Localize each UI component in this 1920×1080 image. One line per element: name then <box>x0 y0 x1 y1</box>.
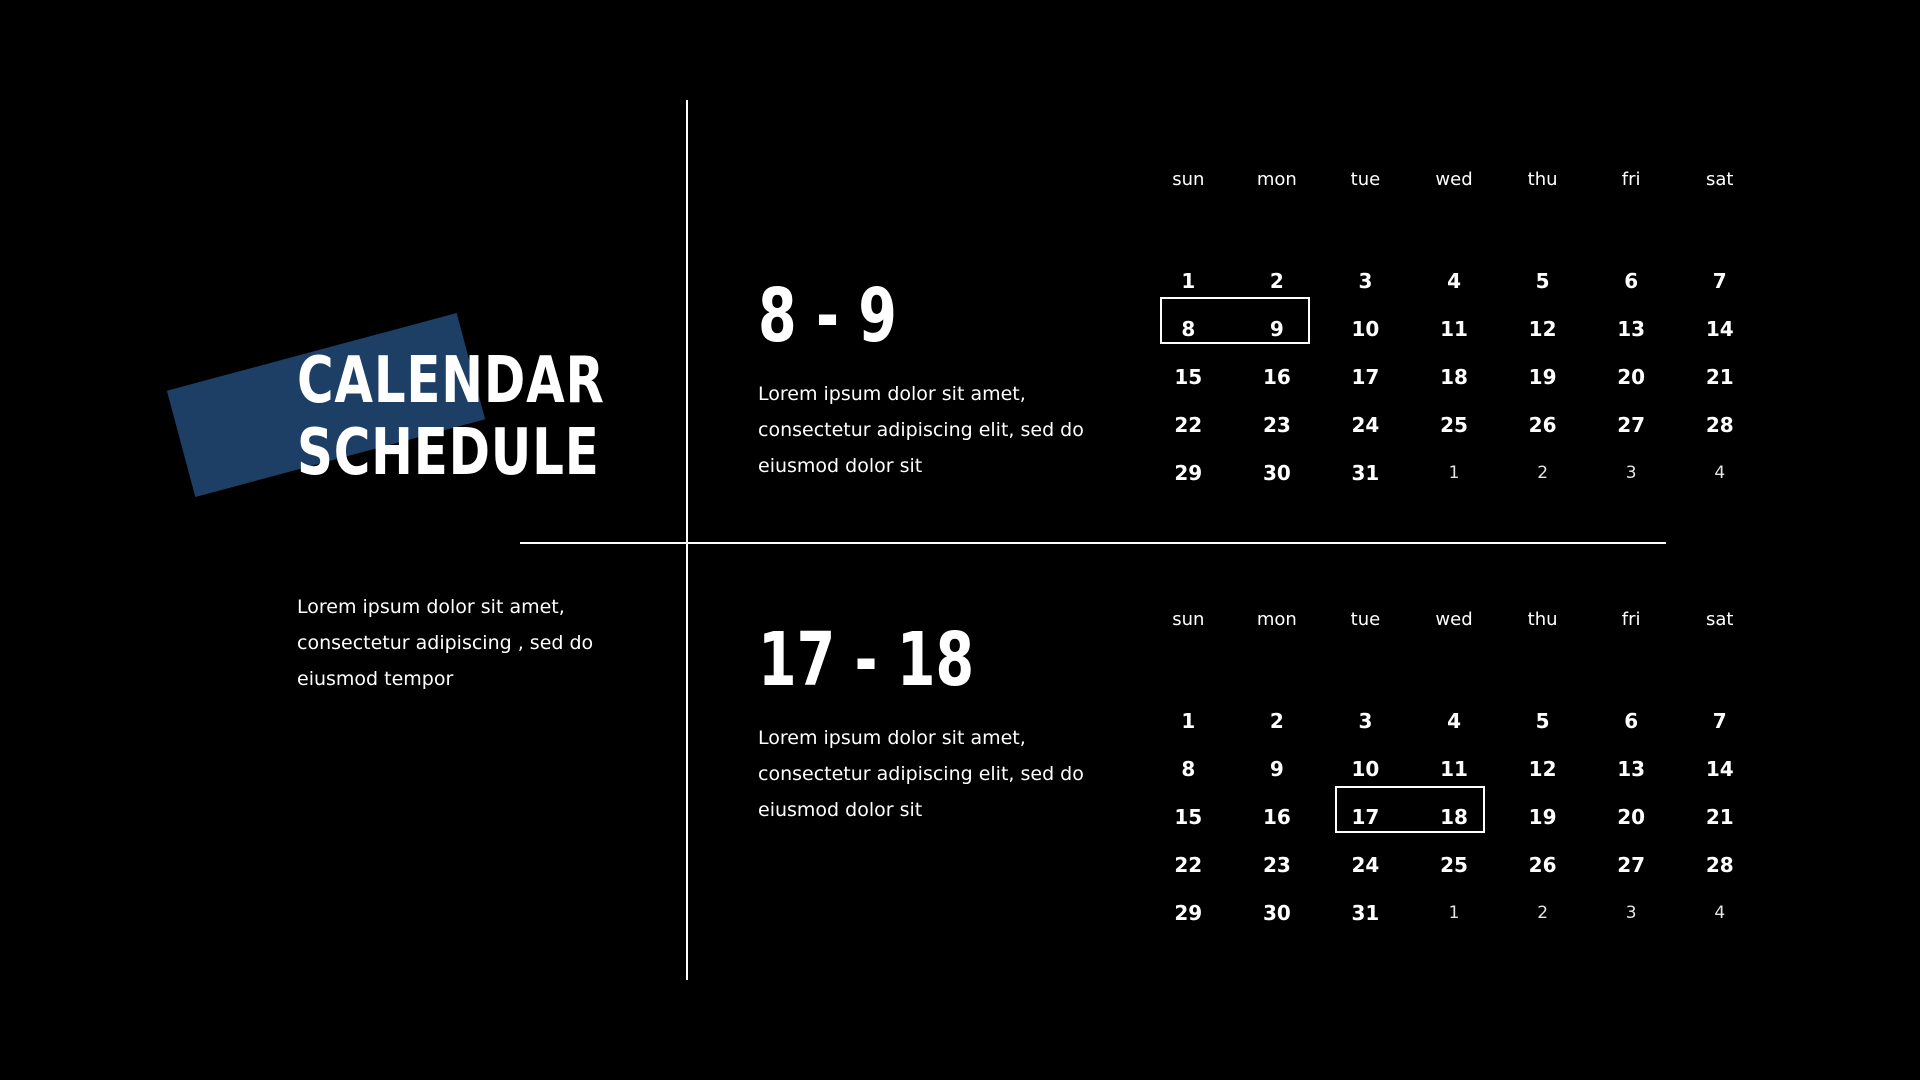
calendar-week-row <box>1144 841 1764 889</box>
calendar-day[interactable]: 4 <box>1447 269 1461 293</box>
weekday-label: wed <box>1435 169 1473 190</box>
calendar-day[interactable]: 22 <box>1174 413 1203 437</box>
section-1-description: Lorem ipsum dolor sit amet, consectetur adipiscing elit, sed do eiusmod dolor sit <box>758 383 1084 477</box>
calendar-day[interactable]: 31 <box>1351 461 1380 485</box>
horizontal-divider <box>520 542 1666 544</box>
calendar-day[interactable]: 6 <box>1624 709 1639 733</box>
calendar-day[interactable]: 19 <box>1528 805 1557 829</box>
calendar-day[interactable]: 17 <box>1351 805 1380 829</box>
calendar-day[interactable]: 7 <box>1712 269 1727 293</box>
calendar-day[interactable]: 23 <box>1262 853 1291 877</box>
calendar-day[interactable]: 1 <box>1181 269 1196 293</box>
calendar-day[interactable]: 7 <box>1712 709 1727 733</box>
calendar-day[interactable]: 4 <box>1714 463 1726 483</box>
calendar-day[interactable]: 3 <box>1625 463 1637 483</box>
calendar-day[interactable]: 10 <box>1351 757 1380 781</box>
calendar-week-row <box>1144 353 1764 401</box>
calendar-day[interactable]: 27 <box>1617 853 1646 877</box>
calendar-day[interactable]: 1 <box>1448 903 1460 923</box>
weekday-label: sat <box>1706 609 1734 630</box>
calendar-day[interactable]: 13 <box>1617 317 1646 341</box>
weekday-label: wed <box>1435 609 1473 630</box>
calendar-day[interactable]: 12 <box>1528 757 1557 781</box>
weekday-label: fri <box>1621 609 1641 630</box>
weekday-label: tue <box>1350 169 1381 190</box>
weekday-label: thu <box>1527 609 1558 630</box>
calendar-day[interactable]: 11 <box>1440 317 1468 341</box>
weekday-label: sat <box>1706 169 1734 190</box>
calendar-day[interactable]: 25 <box>1440 853 1468 877</box>
calendar-day[interactable]: 26 <box>1528 853 1557 877</box>
calendar-day[interactable]: 5 <box>1535 709 1550 733</box>
calendar-day[interactable]: 13 <box>1617 757 1646 781</box>
calendar-day[interactable]: 3 <box>1358 269 1373 293</box>
calendar-day[interactable]: 23 <box>1262 413 1291 437</box>
calendar-day[interactable]: 21 <box>1705 805 1734 829</box>
calendar-2 <box>1144 605 1764 937</box>
calendar-day[interactable]: 31 <box>1351 901 1380 925</box>
calendar-day[interactable]: 21 <box>1705 365 1734 389</box>
calendar-day[interactable]: 19 <box>1528 365 1557 389</box>
calendar-week-row <box>1144 401 1764 449</box>
calendar-day[interactable]: 9 <box>1269 757 1284 781</box>
section-1-range: 8 - 9 <box>758 273 897 359</box>
calendar-day[interactable]: 3 <box>1625 903 1637 923</box>
calendar-day[interactable]: 5 <box>1535 269 1550 293</box>
title-line-2: SCHEDULE <box>297 416 600 490</box>
calendar-day[interactable]: 14 <box>1705 317 1734 341</box>
calendar-week-row <box>1144 449 1764 497</box>
calendar-day[interactable]: 22 <box>1174 853 1203 877</box>
calendar-day[interactable]: 27 <box>1617 413 1646 437</box>
calendar-day[interactable]: 29 <box>1174 461 1203 485</box>
calendar-week-row <box>1144 697 1764 745</box>
calendar-day[interactable]: 2 <box>1269 269 1284 293</box>
calendar-day[interactable]: 2 <box>1537 903 1549 923</box>
calendar-day[interactable]: 18 <box>1440 805 1468 829</box>
calendar-day[interactable]: 2 <box>1269 709 1284 733</box>
calendar-day[interactable]: 16 <box>1262 365 1291 389</box>
calendar-day[interactable]: 11 <box>1440 757 1468 781</box>
calendar-day[interactable]: 28 <box>1705 853 1734 877</box>
calendar-day[interactable]: 15 <box>1174 365 1203 389</box>
calendar-day[interactable]: 16 <box>1262 805 1291 829</box>
calendar-day[interactable]: 14 <box>1705 757 1734 781</box>
calendar-day[interactable]: 4 <box>1714 903 1726 923</box>
calendar-day[interactable]: 20 <box>1617 365 1646 389</box>
weekday-header <box>1144 605 1764 635</box>
calendar-day[interactable]: 1 <box>1448 463 1460 483</box>
calendar-day[interactable]: 6 <box>1624 269 1639 293</box>
calendar-day[interactable]: 10 <box>1351 317 1380 341</box>
title-line-1: CALENDAR <box>297 344 605 418</box>
calendar-day[interactable]: 29 <box>1174 901 1203 925</box>
weekday-label: thu <box>1527 169 1558 190</box>
calendar-day[interactable]: 20 <box>1617 805 1646 829</box>
weekday-label: mon <box>1256 169 1297 190</box>
calendar-day[interactable]: 17 <box>1351 365 1380 389</box>
calendar-day[interactable]: 8 <box>1181 757 1196 781</box>
calendar-day[interactable]: 9 <box>1269 317 1284 341</box>
page-title <box>297 345 605 489</box>
calendar-day[interactable]: 28 <box>1705 413 1734 437</box>
calendar-day[interactable]: 30 <box>1262 461 1291 485</box>
calendar-day[interactable]: 12 <box>1528 317 1557 341</box>
calendar-day[interactable]: 1 <box>1181 709 1196 733</box>
calendar-day[interactable]: 8 <box>1181 317 1196 341</box>
vertical-divider <box>686 100 688 980</box>
weekday-label: sun <box>1172 169 1205 190</box>
calendar-day[interactable]: 2 <box>1537 463 1549 483</box>
calendar-day[interactable]: 24 <box>1351 853 1380 877</box>
calendar-day[interactable]: 15 <box>1174 805 1203 829</box>
calendar-day[interactable]: 26 <box>1528 413 1557 437</box>
calendar-day[interactable]: 18 <box>1440 365 1468 389</box>
section-2-description: Lorem ipsum dolor sit amet, consectetur adipiscing elit, sed do eiusmod dolor sit <box>758 727 1084 821</box>
weekday-header <box>1144 165 1764 195</box>
calendar-day[interactable]: 25 <box>1440 413 1468 437</box>
weekday-label: mon <box>1256 609 1297 630</box>
section-2-range: 17 - 18 <box>758 617 975 703</box>
calendar-day[interactable]: 24 <box>1351 413 1380 437</box>
calendar-week-row <box>1144 889 1764 937</box>
left-description: Lorem ipsum dolor sit amet, consectetur adipiscing , sed do eiusmod tempor <box>297 596 594 690</box>
weekday-label: fri <box>1621 169 1641 190</box>
calendar-1-highlight <box>1160 297 1310 344</box>
calendar-2-highlight <box>1335 786 1485 833</box>
weekday-label: tue <box>1350 609 1381 630</box>
calendar-day[interactable]: 3 <box>1358 709 1373 733</box>
calendar-day[interactable]: 30 <box>1262 901 1291 925</box>
weekday-label: sun <box>1172 609 1205 630</box>
calendar-day[interactable]: 4 <box>1447 709 1461 733</box>
